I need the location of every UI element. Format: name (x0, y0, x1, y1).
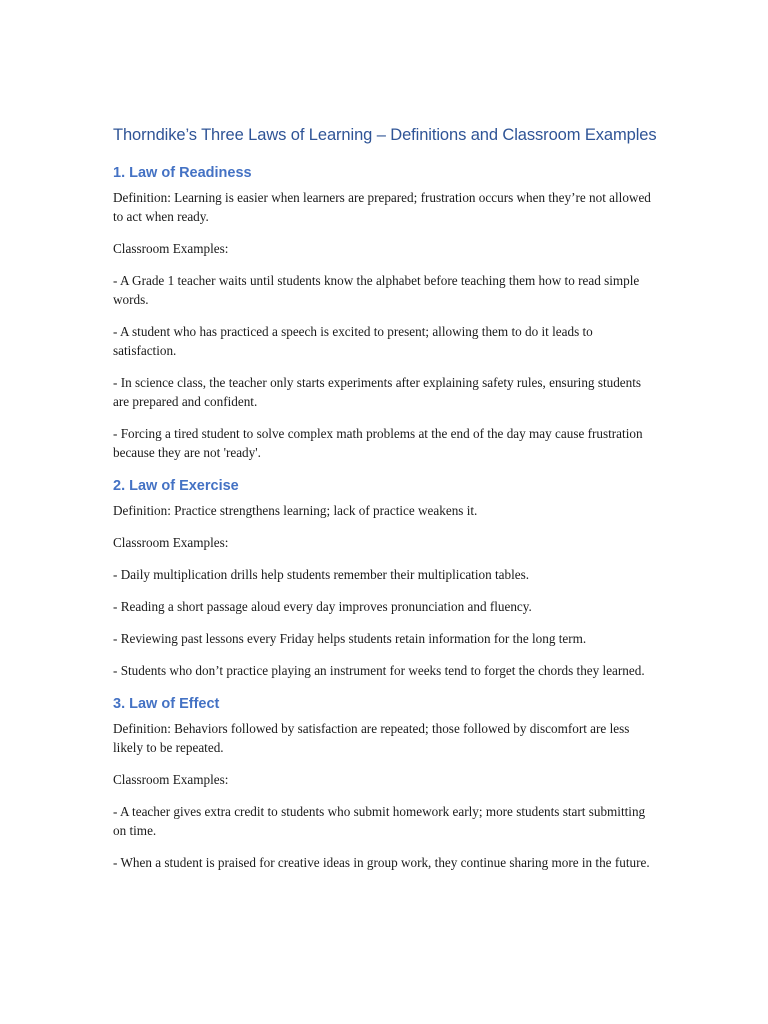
section-heading: 1. Law of Readiness (113, 165, 252, 181)
example-item: - Forcing a tired student to solve complex math problems at the end of the day may cause frustration because they are not 'ready'. (113, 426, 643, 460)
definition-text: Definition: Learning is easier when learners are prepared; frustration occurs when they’re not allowed to act when ready. (113, 190, 651, 224)
example-item: - In science class, the teacher only starts experiments after explaining safety rules, ensuring students are prepared and confident. (113, 375, 642, 409)
examples-label: Classroom Examples: (113, 772, 229, 787)
section-law-of-readiness (113, 162, 658, 462)
section-heading: 3. Law of Effect (113, 696, 220, 712)
definition-text: Definition: Practice strengthens learning; lack of practice weakens it. (113, 503, 478, 518)
example-item: - A teacher gives extra credit to students who submit homework early; more students start submitting on time. (113, 804, 646, 838)
definition-text: Definition: Behaviors followed by satisfaction are repeated; those followed by discomfort are less likely to be repeated. (113, 721, 630, 755)
section-heading: 2. Law of Exercise (113, 478, 239, 494)
section-law-of-exercise (113, 475, 658, 680)
example-item: - Daily multiplication drills help students remember their multiplication tables. (113, 567, 530, 582)
example-item: - Reviewing past lessons every Friday helps students retain information for the long term. (113, 631, 587, 646)
example-item: - When a student is praised for creative ideas in group work, they continue sharing more in the future. (113, 855, 650, 870)
document-page (113, 122, 658, 885)
example-item: - Students who don’t practice playing an instrument for weeks tend to forget the chords they learned. (113, 663, 645, 678)
example-item: - A student who has practiced a speech is excited to present; allowing them to do it leads to satisfaction. (113, 324, 593, 358)
example-item: - Reading a short passage aloud every day improves pronunciation and fluency. (113, 599, 532, 614)
example-item: - A Grade 1 teacher waits until students know the alphabet before teaching them how to read simple words. (113, 273, 640, 307)
section-law-of-effect (113, 693, 658, 872)
document-title: Thorndike’s Three Laws of Learning – Definitions and Classroom Examples (113, 126, 657, 144)
examples-label: Classroom Examples: (113, 241, 229, 256)
examples-label: Classroom Examples: (113, 535, 229, 550)
